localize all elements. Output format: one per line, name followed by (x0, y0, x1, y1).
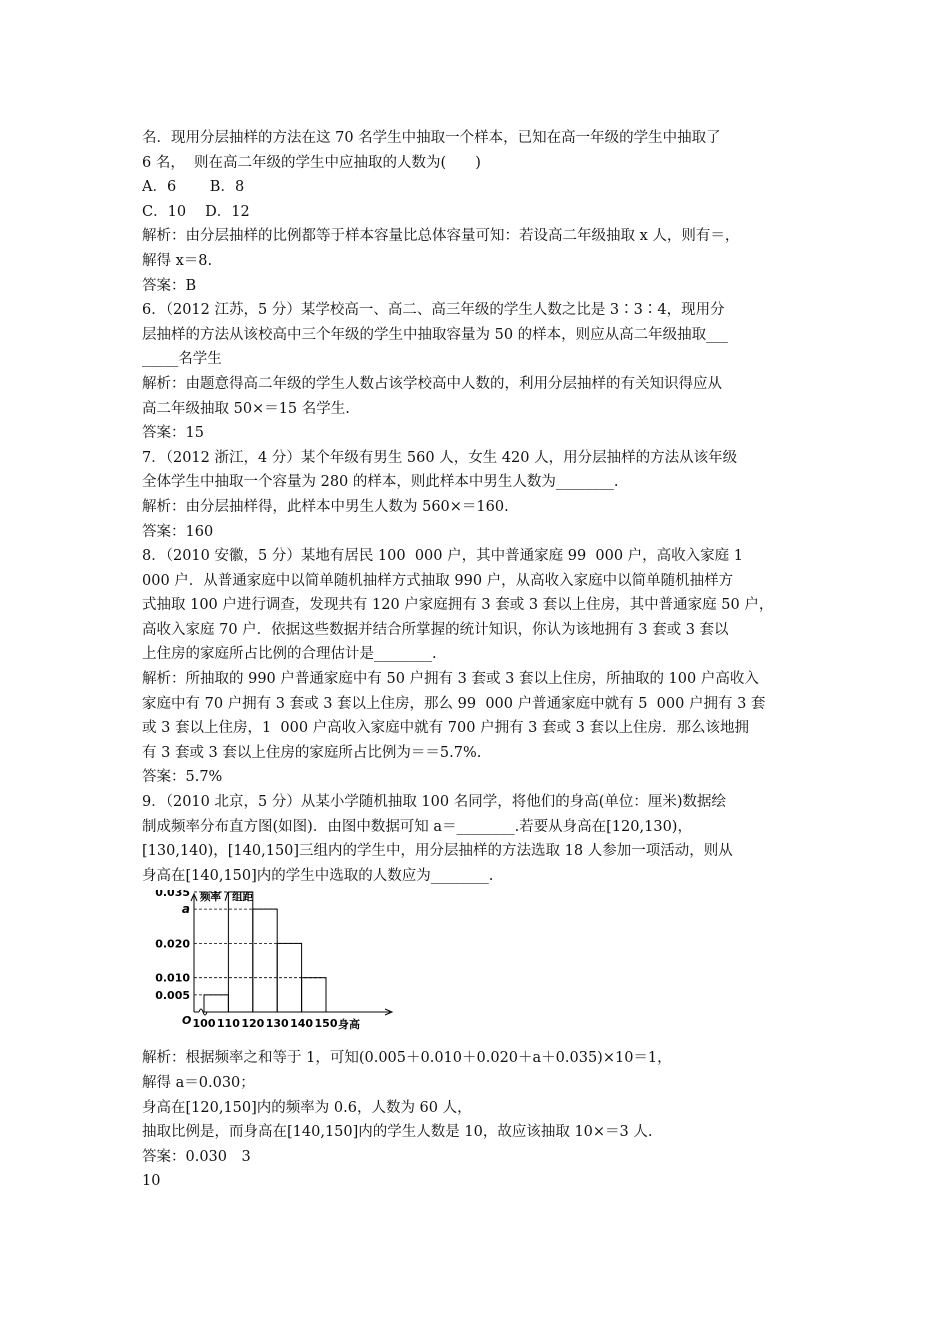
text-line: 式抽取 100 户进行调查，发现共有 120 户家庭拥有 3 套或 3 套以上住房，其中普通家庭 50 户， (142, 597, 774, 614)
histogram-bar (228, 892, 252, 1012)
text-line: 7．（2012 浙江，4 分）某个年级有男生 560 人，女生 420 人，用分层抽样的方法从该年级 (142, 449, 738, 466)
text-line: 答案：B (142, 277, 197, 294)
text-line: 层抽样的方法从该校高中三个年级的学生中抽取容量为 50 的样本，则应从高二年级抽取___ (142, 326, 728, 343)
text-line: 解析：由分层抽样得，此样本中男生人数为 560×＝160. (142, 498, 509, 515)
text-line: [130,140)，[140,150]三组内的学生中，用分层抽样的方法选取 18 人参加一项活动，则从 (142, 843, 733, 860)
text-line: 解得 a＝0.030； (142, 1075, 255, 1091)
text-line: 答案：0.030 3 (142, 1148, 251, 1165)
text-block-after-chart (142, 1046, 832, 1194)
text-line: 解得 x＝8. (142, 252, 213, 269)
document-page (142, 126, 832, 1194)
text-line: 解析：由题意得高二年级的学生人数占该学校高中人数的，利用分层抽样的有关知识得应从 (142, 375, 722, 392)
text-line: 身高在[140,150]内的学生中选取的人数应为________. (142, 867, 494, 884)
x-tick-label: 100 (192, 1017, 216, 1031)
text-line: 抽取比例是，而身高在[140,150]内的学生人数是 10，故应该抽取 10×＝3 人. (142, 1124, 653, 1141)
text-block-before-chart (142, 126, 832, 888)
text-line: 全体学生中抽取一个容量为 280 的样本，则此样本中男生人数为________. (142, 474, 619, 491)
histogram-figure (142, 890, 402, 1042)
y-tick-label: 0.035 (155, 890, 190, 900)
text-line: 高二年级抽取 50×＝15 名学生. (142, 400, 350, 417)
text-line: 9．（2010 北京，5 分）从某小学随机抽取 100 名同学，将他们的身高(单位：厘米)数据绘 (142, 794, 727, 811)
x-tick-label: 140 (290, 1017, 314, 1031)
x-tick-label: 130 (265, 1017, 289, 1031)
text-line: 答案：5.7% (142, 769, 223, 786)
histogram-chart (142, 890, 402, 1042)
y-axis-label: 频率 / 组距 (200, 891, 254, 904)
text-line: 6．（2012 江苏，5 分）某学校高一、高二、高三年级的学生人数之比是 3∶3∶4，现用分 (142, 302, 725, 319)
y-tick-label: 0.020 (155, 937, 190, 951)
histogram-bar (204, 995, 228, 1012)
y-tick-label: 0.010 (155, 972, 190, 986)
text-line: 10 (142, 1173, 161, 1190)
text-line: 高收入家庭 70 户．依据这些数据并结合所掌握的统计知识，你认为该地拥有 3 套或 3 套以 (142, 621, 729, 638)
origin-label: O (182, 1014, 192, 1028)
text-line: _____名学生 (142, 351, 222, 368)
text-line: 答案：15 (142, 425, 204, 442)
text-line: 解析：所抽取的 990 户普通家庭中有 50 户拥有 3 套或 3 套以上住房，所抽取的 100 户高收入 (142, 671, 759, 688)
text-line: 名．现用分层抽样的方法在这 70 名学生中抽取一个样本，已知在高一年级的学生中抽取了 (142, 130, 721, 146)
y-tick-label: a (181, 902, 190, 917)
y-tick-label: 0.005 (155, 989, 190, 1003)
x-tick-label: 150 (314, 1017, 338, 1031)
text-line: 答案：160 (142, 523, 214, 540)
x-axis-label: 身高 (338, 1018, 360, 1032)
text-line: C．10 D．12 (142, 203, 250, 220)
text-line: 解析：由分层抽样的比例都等于样本容量比总体容量可知：若设高二年级抽取 x 人，则有＝， (142, 228, 740, 245)
text-line: 000 户．从普通家庭中以简单随机抽样方式抽取 990 户，从高收入家庭中以简单随机抽样方 (142, 572, 734, 589)
x-tick-label: 120 (241, 1017, 265, 1031)
text-line: 8．（2010 安徽，5 分）某地有居民 100 000 户，其中普通家庭 99 000 户，高收入家庭 1 (142, 548, 744, 565)
histogram-bar (302, 978, 326, 1012)
text-line: 制成频率分布直方图(如图)．由图中数据可知 a＝________.若要从身高在[120,130)， (142, 818, 692, 835)
x-tick-label: 110 (216, 1017, 240, 1031)
text-line: 身高在[120,150]内的频率为 0.6，人数为 60 人， (142, 1099, 472, 1116)
text-line: 上住房的家庭所占比例的合理估计是________. (142, 646, 437, 663)
text-line: 家庭中有 70 户拥有 3 套或 3 套以上住房，那么 99 000 户普通家庭中就有 5 000 户拥有 3 套 (142, 695, 766, 712)
text-line: 6 名， 则在高二年级的学生中应抽取的人数为( ) (142, 154, 481, 171)
text-line: 解析：根据频率之和等于 1，可知(0.005＋0.010＋0.020＋a＋0.035)×10＝1， (142, 1050, 672, 1067)
histogram-bar (253, 910, 277, 1013)
text-line: 有 3 套或 3 套以上住房的家庭所占比例为＝＝5.7%. (142, 744, 482, 761)
text-line: A．6 B．8 (142, 179, 245, 196)
text-line: 或 3 套以上住房，1 000 户高收入家庭中就有 700 户拥有 3 套或 3 套以上住房．那么该地拥 (142, 720, 749, 737)
